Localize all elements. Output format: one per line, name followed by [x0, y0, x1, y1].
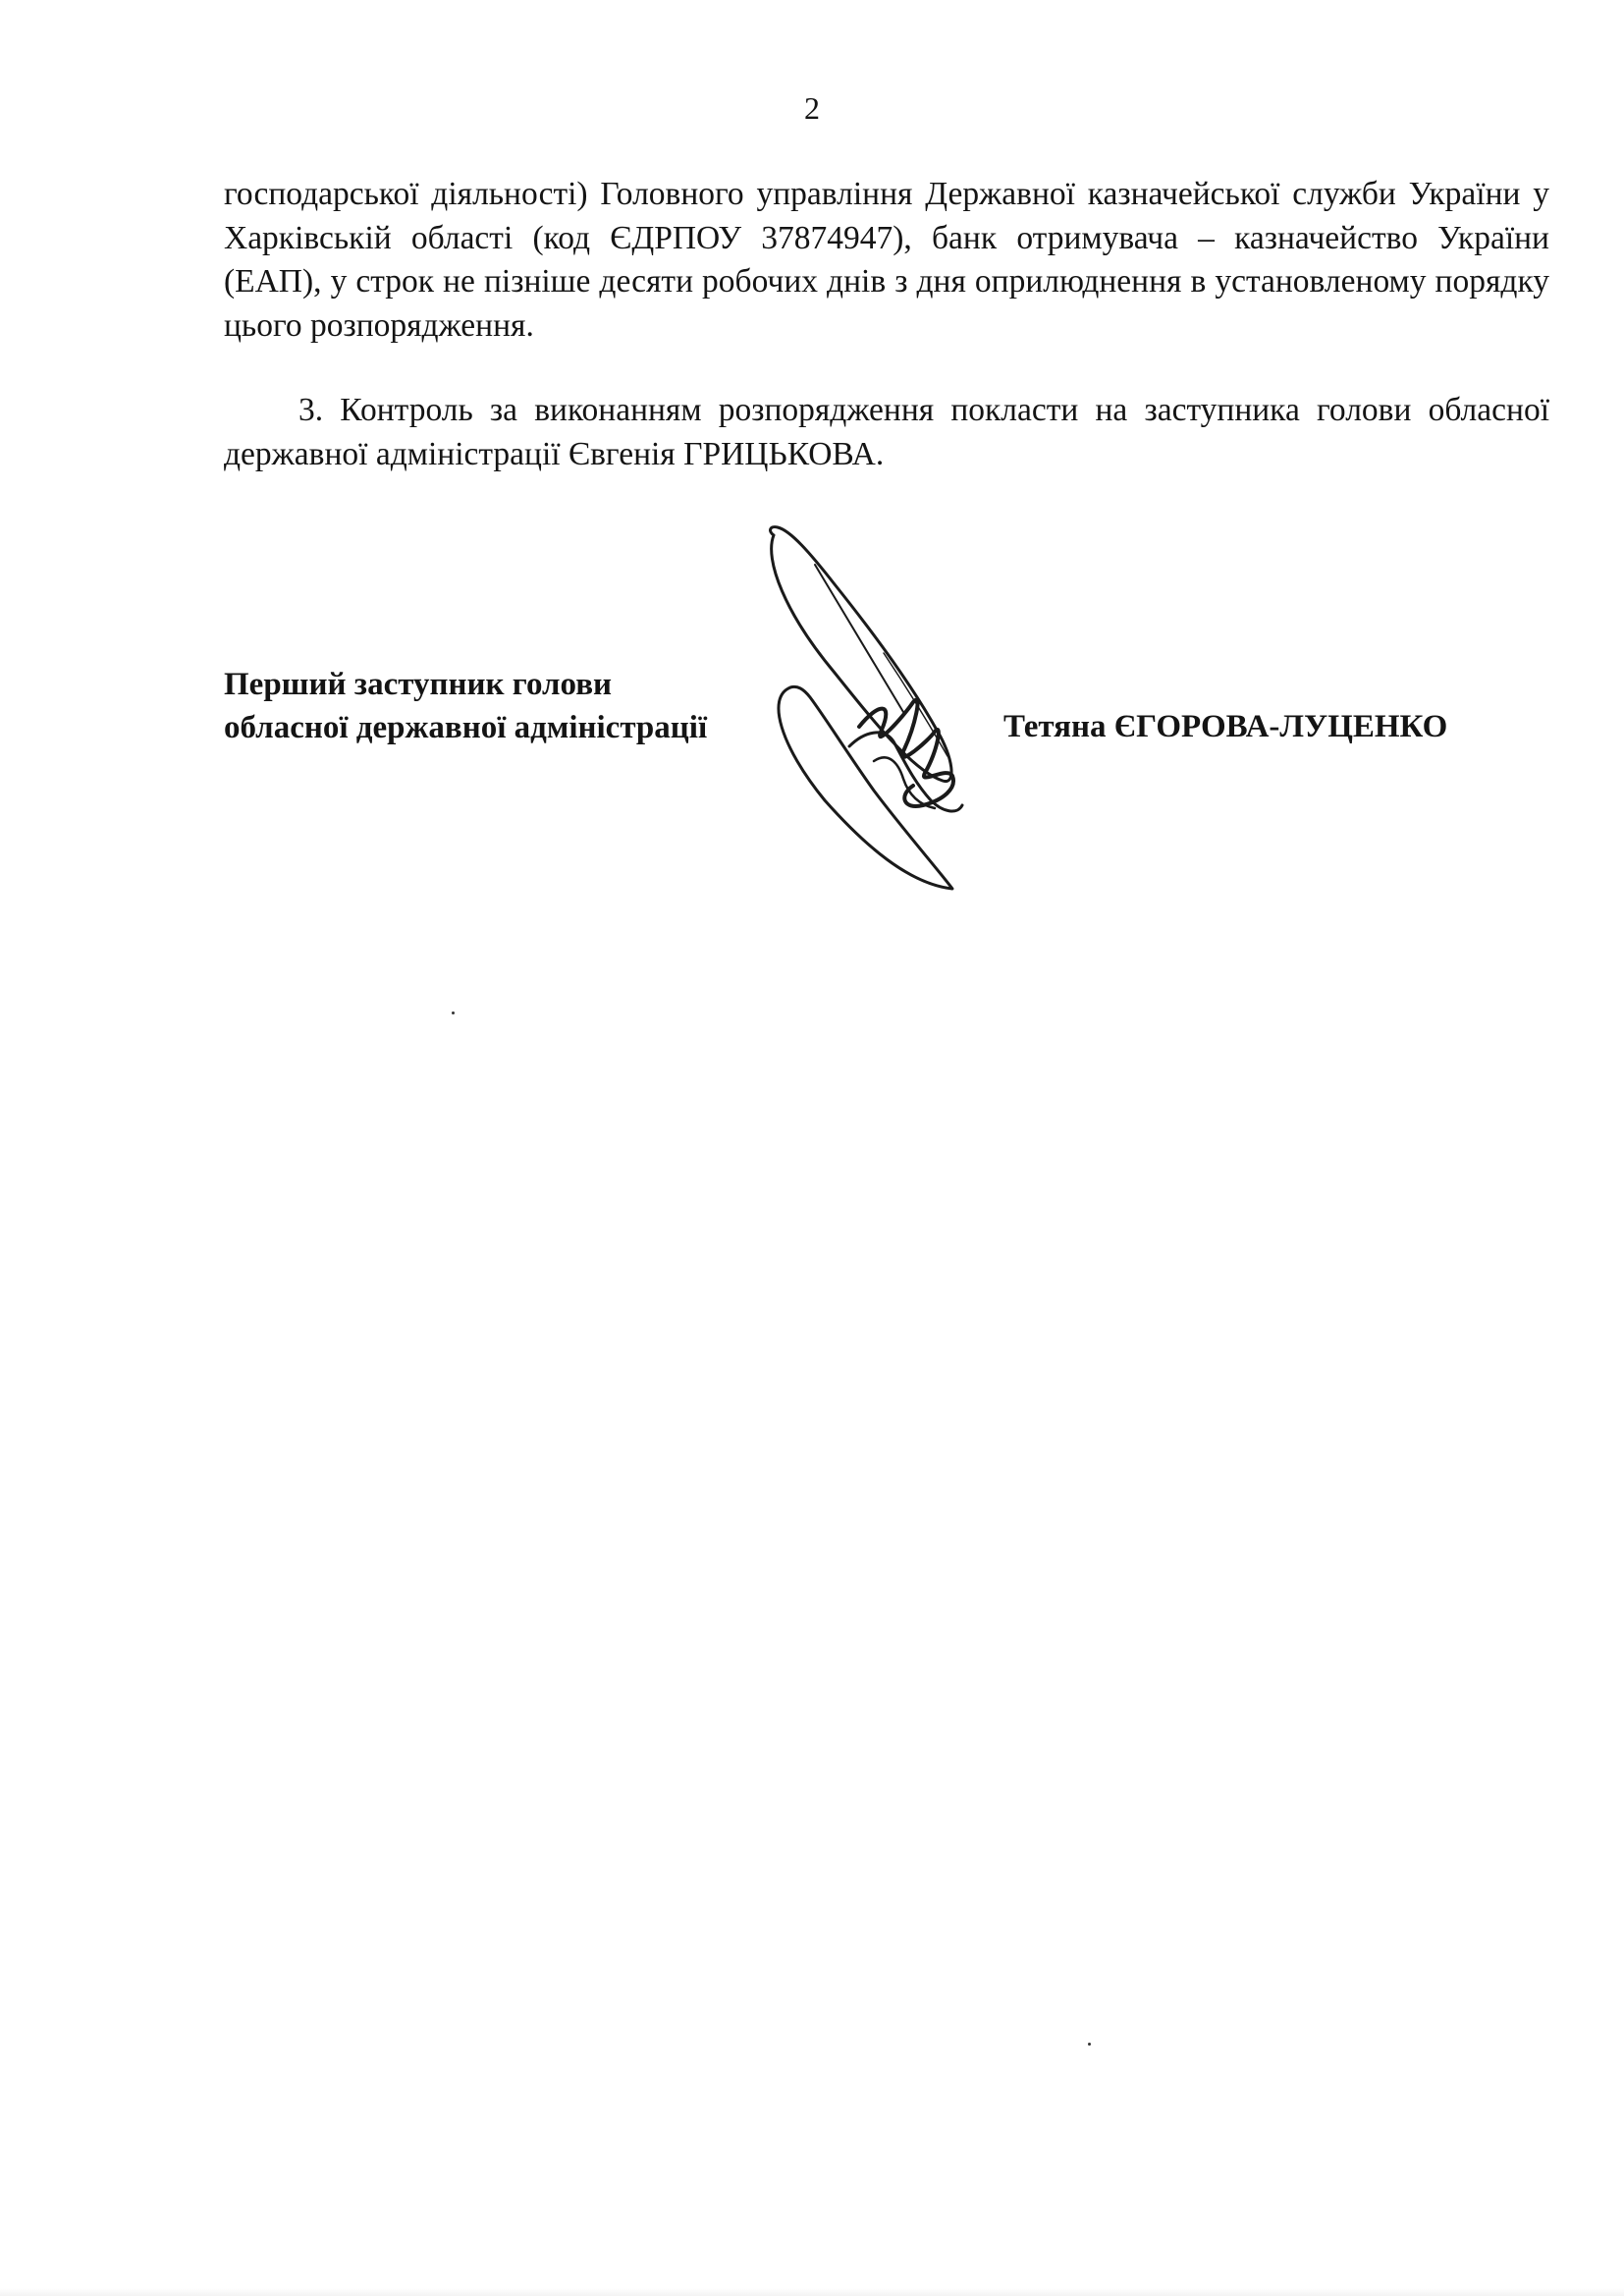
paragraph-continuation: господарської діяльності) Головного управління Державної казначейської служби України у Харківській області (код ЄДРПОУ 37874947), банк отримувача – казначейство України (ЕАП), у строк не пізніше десяти робочих днів з дня оприлюднення в установленому порядку цього розпорядження. [224, 176, 1549, 344]
signer-position-line-2: обласної державної адміністрації [224, 709, 708, 745]
paragraph-item-3: 3. Контроль за виконанням розпорядження покласти на заступника голови обласної державної адміністрації Євгенія ГРИЦЬКОВА. [224, 392, 1549, 472]
signer-position [224, 664, 707, 749]
signer-position-line-1: Перший заступник голови [224, 667, 613, 702]
signer-name: Тетяна ЄГОРОВА-ЛУЦЕНКО [1003, 709, 1448, 744]
page-number: 2 [804, 90, 820, 126]
scan-bottom-edge [0, 2288, 1624, 2296]
scan-speck [1088, 2043, 1091, 2046]
scan-speck [452, 1011, 455, 1014]
handwritten-signature [756, 506, 992, 899]
